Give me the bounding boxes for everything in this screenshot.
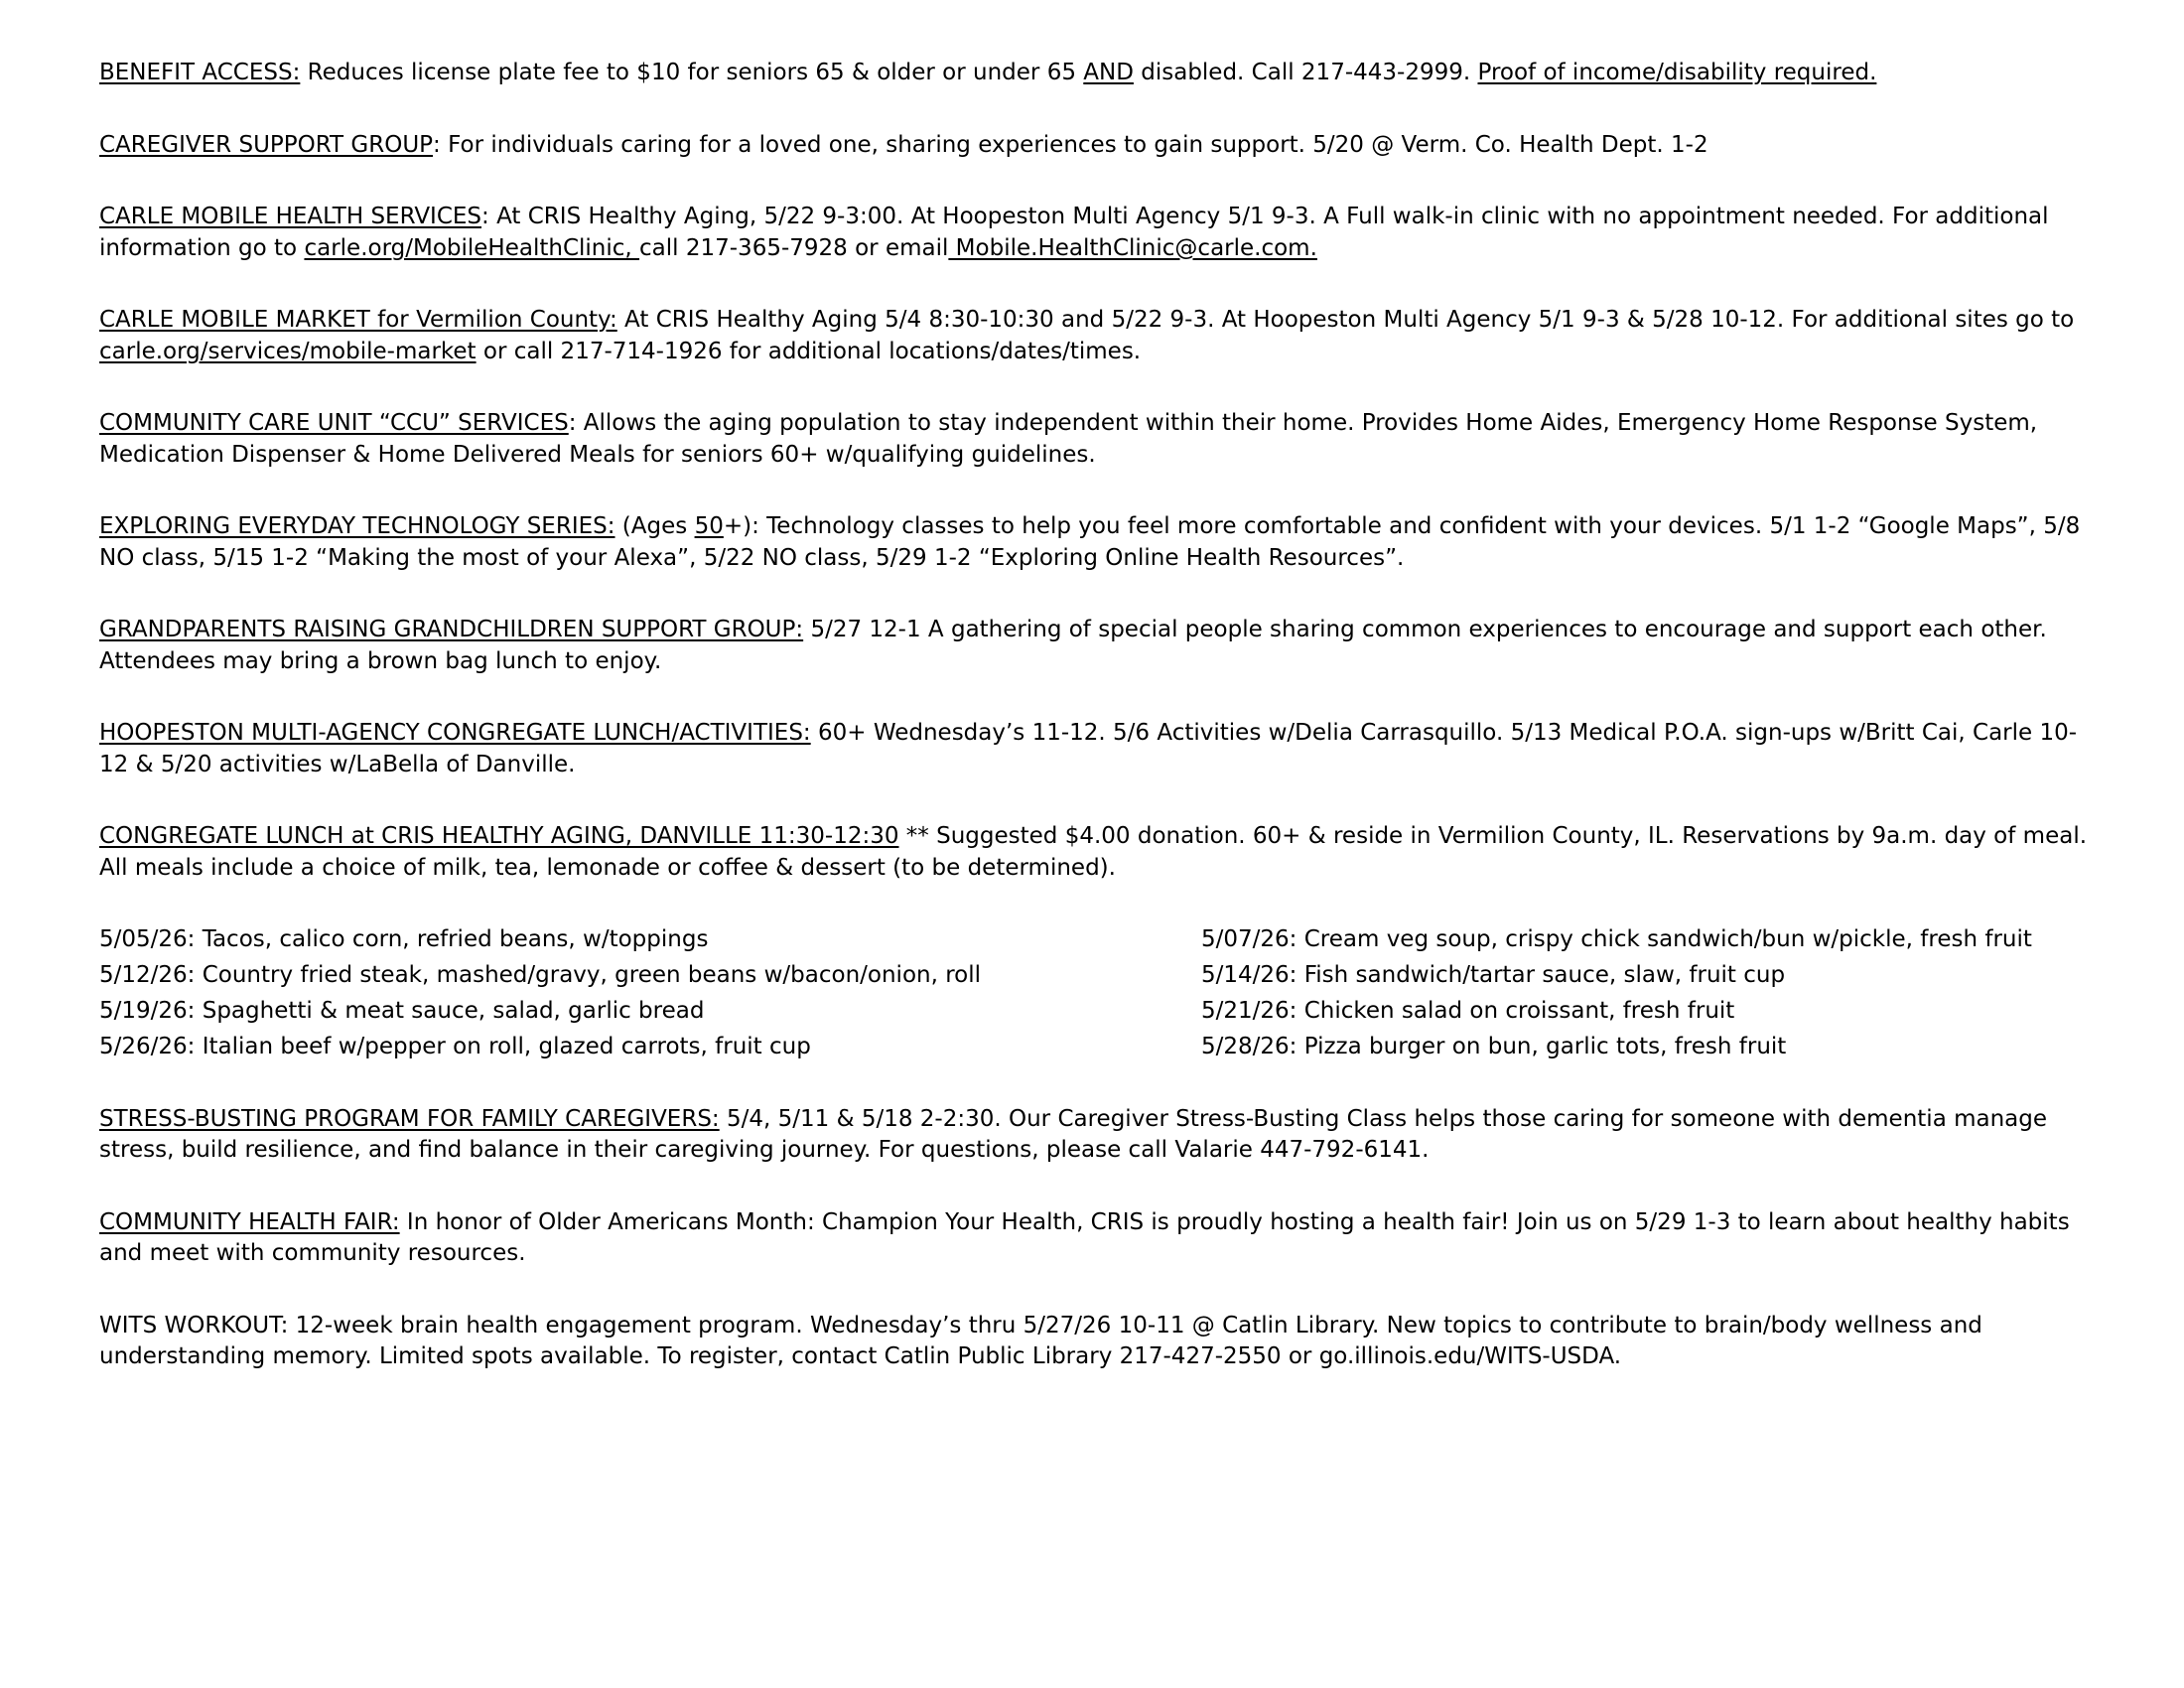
section-text: ** Suggested $4.00 donation. 60+ & reside in Vermilion County, IL. Reservations by 9a.m. day of meal. All meals include a choice of milk, tea, lemonade or coffee & dessert (to be determined).: [99, 823, 2088, 881]
section-text: +): Technology classes to help you feel more comfortable and confident with your devices. 5/1 1-2 “Google Maps”, 5/8 NO class, 5/15 1-2 “Making the most of your Alexa”, 5/22 NO class, 5/29 1-2 “Exploring Online Health Resources”.: [99, 513, 2081, 571]
section-heading: STRESS-BUSTING PROGRAM FOR FAMILY CAREGIVERS:: [99, 1105, 720, 1132]
grandparents-support-section: [99, 615, 2105, 677]
section-text: 60+ Wednesday’s 11-12. 5/6 Activities w/Delia Carrasquillo. 5/13 Medical P.O.A. sign-ups w/Britt Cai, Carle 10-12 & 5/20 activities w/LaBella of Danville.: [99, 720, 2078, 777]
section-heading: CAREGIVER SUPPORT GROUP: [99, 131, 434, 158]
section-text: call 217-365-7928 or email: [639, 234, 949, 261]
section-text: : Allows the aging population to stay independent within their home. Provides Home Aides, Emergency Home Response System, Medication Dispenser & Home Delivered Meals for seniors 60+ w/qualifying guidelines.: [99, 410, 2038, 468]
section-heading: CARLE MOBILE MARKET for Vermilion County:: [99, 307, 617, 333]
section-text: In honor of Older Americans Month: Champion Your Health, CRIS is proudly hosting a health fair! Join us on 5/29 1-3 to learn about healthy habits and meet with community resources.: [99, 1208, 2070, 1266]
mobile-health-clinic-link[interactable]: carle.org/MobileHealthClinic,: [304, 234, 640, 261]
section-text: (Ages: [614, 513, 695, 539]
document-page: [99, 58, 2105, 1414]
caregiver-support-group-section: [99, 130, 2105, 162]
carle-mobile-market-section: [99, 305, 2105, 367]
congregate-lunch-section: [99, 821, 2105, 884]
section-heading: BENEFIT ACCESS:: [99, 60, 301, 85]
wits-workout-section: [99, 1311, 2105, 1373]
menu-item: 5/19/26: Spaghetti & meat sauce, salad, garlic bread: [99, 998, 705, 1024]
section-text: WITS WORKOUT: 12-week brain health engagement program. Wednesday’s thru 5/27/26 10-11 @ Catlin Library. New topics to contribute to brain/body wellness and understanding memory. Limited spots available. To register, contact Catlin Public Library 217-427-2550 or go.illinois.edu/WITS-USDA.: [99, 1312, 1982, 1369]
ccu-services-section: [99, 408, 2105, 471]
age-50: 50: [694, 513, 724, 539]
section-heading: COMMUNITY CARE UNIT “CCU” SERVICES: [99, 410, 569, 436]
mobile-health-email-link[interactable]: Mobile.HealthClinic@carle.com.: [948, 234, 1317, 261]
mobile-market-link[interactable]: carle.org/services/mobile-market: [99, 338, 477, 364]
section-text: disabled. Call 217-443-2999.: [1133, 60, 1478, 85]
section-text: 5/27 12-1 A gathering of special people sharing common experiences to encourage and support each other. Attendees may bring a brown bag lunch to enjoy.: [99, 617, 2047, 674]
lunch-menu: [99, 924, 2105, 1063]
section-heading: COMMUNITY HEALTH FAIR:: [99, 1208, 400, 1235]
section-text: At CRIS Healthy Aging 5/4 8:30-10:30 and 5/22 9-3. At Hoopeston Multi Agency 5/1 9-3 & 5/28 10-12. For additional sites go to: [616, 307, 2075, 333]
benefit-access-section: [99, 58, 2105, 89]
section-heading: HOOPESTON MULTI-AGENCY CONGREGATE LUNCH/ACTIVITIES:: [99, 720, 811, 746]
menu-item: 5/14/26: Fish sandwich/tartar sauce, slaw, fruit cup: [1201, 962, 1786, 988]
section-heading: EXPLORING EVERYDAY TECHNOLOGY SERIES:: [99, 513, 615, 539]
menu-item: 5/26/26: Italian beef w/pepper on roll, glazed carrots, fruit cup: [99, 1034, 811, 1059]
section-text: : At CRIS Healthy Aging, 5/22 9-3:00. At Hoopeston Multi Agency 5/1 9-3. A Full walk-in clinic with no appointment needed. For additional information go to: [99, 204, 2049, 261]
stress-busting-section: [99, 1104, 2105, 1167]
technology-series-section: [99, 511, 2105, 574]
menu-item: 5/21/26: Chicken salad on croissant, fresh fruit: [1201, 998, 1735, 1024]
section-text: Reduces license plate fee to $10 for seniors 65 & older or under 65: [307, 60, 1084, 85]
section-heading: CONGREGATE LUNCH at CRIS HEALTHY AGING, DANVILLE 11:30-12:30: [99, 823, 899, 849]
menu-item: 5/05/26: Tacos, calico corn, refried beans, w/toppings: [99, 926, 709, 952]
health-fair-section: [99, 1207, 2105, 1270]
proof-required-note: Proof of income/disability required.: [1477, 60, 1877, 85]
menu-item: 5/28/26: Pizza burger on bun, garlic tots, fresh fruit: [1201, 1034, 1787, 1059]
section-text: 5/4, 5/11 & 5/18 2-2:30. Our Caregiver Stress-Busting Class helps those caring for someone with dementia manage stress, build resilience, and find balance in their caregiving journey. For questions, please call Valarie 447-792-6141.: [99, 1105, 2048, 1163]
section-text: or call 217-714-1926 for additional locations/dates/times.: [476, 338, 1142, 364]
menu-item: 5/12/26: Country fried steak, mashed/gravy, green beans w/bacon/onion, roll: [99, 962, 982, 988]
section-heading: GRANDPARENTS RAISING GRANDCHILDREN SUPPORT GROUP:: [99, 617, 804, 642]
hoopeston-lunch-section: [99, 718, 2105, 780]
section-heading: CARLE MOBILE HEALTH SERVICES: [99, 204, 482, 229]
section-text: : For individuals caring for a loved one, sharing experiences to gain support. 5/20 @ Verm. Co. Health Dept. 1-2: [433, 131, 1708, 158]
carle-mobile-health-section: [99, 202, 2105, 264]
emphasis-and: AND: [1083, 60, 1134, 85]
menu-item: 5/07/26: Cream veg soup, crispy chick sandwich/bun w/pickle, fresh fruit: [1201, 926, 2032, 952]
